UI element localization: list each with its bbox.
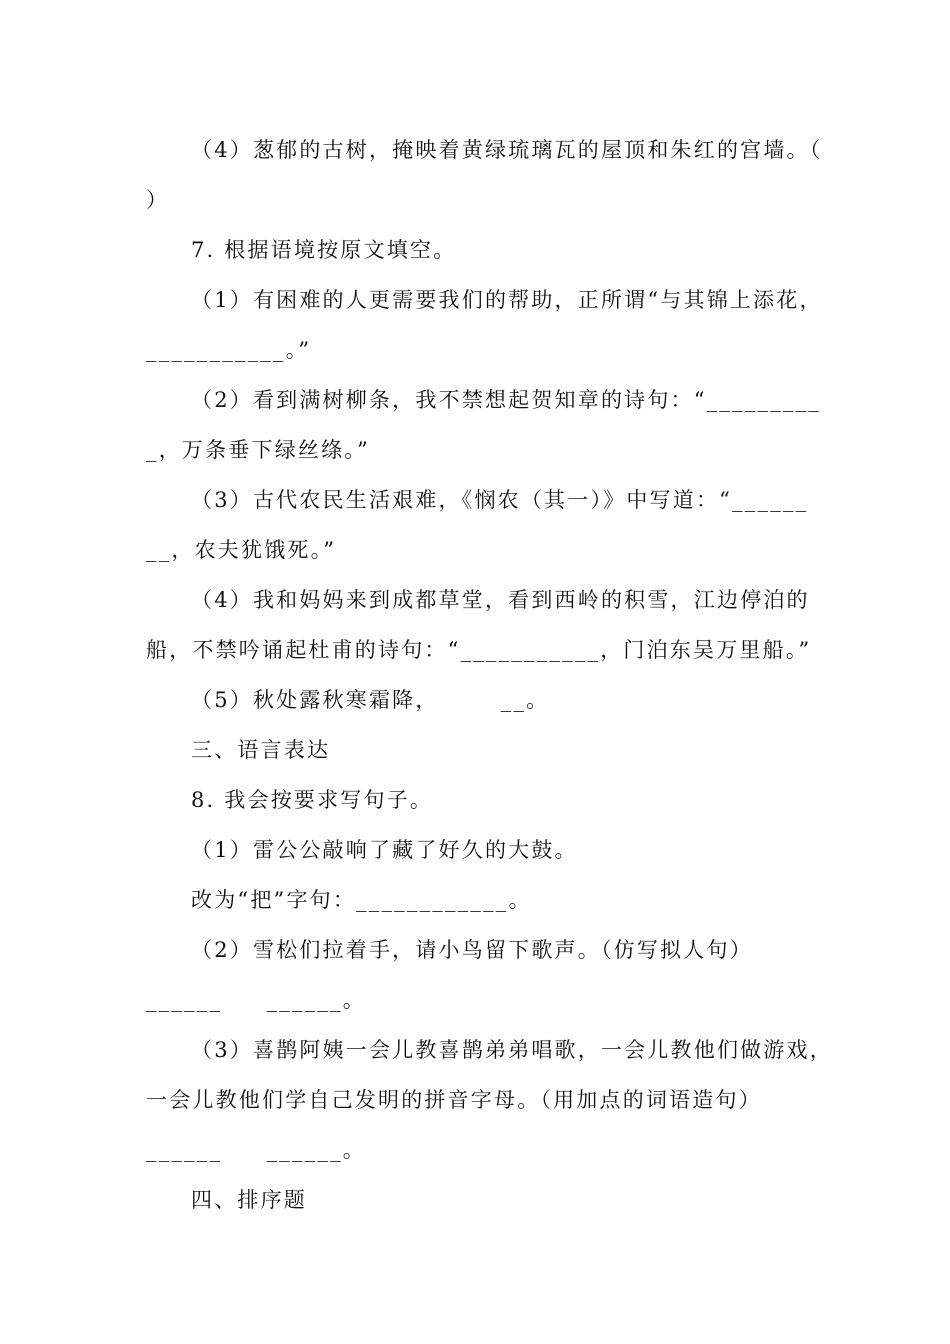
q8-item3-answer: ______ ______。 [146, 1138, 366, 1162]
q8-heading: 8. 我会按要求写句子。 [191, 788, 434, 812]
section-4-heading: 四、排序题 [191, 1188, 307, 1212]
section-3-heading: 三、语言表达 [191, 738, 331, 762]
q7-item4-line1: （4）我和妈妈来到成都草堂，看到西岭的积雪，江边停泊的 [191, 588, 810, 612]
q7-item2-line1: （2）看到满树柳条，我不禁想起贺知章的诗句：“_________ [191, 388, 821, 412]
q7-item4-line2: 船，不禁吟诵起杜甫的诗句：“___________，门泊东吴万里船。” [146, 638, 812, 662]
q8-item2: （2）雪松们拉着手，请小鸟留下歌声。（仿写拟人句） [191, 938, 753, 962]
q7-item1-line1: （1）有困难的人更需要我们的帮助，正所谓“与其锦上添花， [191, 288, 823, 312]
q7-item3-line2: __，农夫犹饿死。” [146, 538, 337, 562]
q8-item3-line2: 一会儿教他们学自己发明的拼音字母。（用加点的词语造句） [146, 1088, 762, 1112]
q8-item3-line1: （3）喜鹊阿姨一会儿教喜鹊弟弟唱歌，一会儿教他们做游戏， [191, 1038, 833, 1062]
q6-item4-line2: ） [146, 188, 170, 212]
q7-item3-line1: （3）古代农民生活艰难，《悯农（其一）》中写道：“______ [191, 488, 809, 512]
q7-heading: 7. 根据语境按原文填空。 [191, 238, 457, 262]
q8-item1-answer: 改为“把”字句：____________。 [191, 888, 532, 912]
q7-item2-line2: _，万条垂下绿丝绦。” [146, 438, 370, 462]
q8-item1: （1）雷公公敲响了藏了好久的大鼓。 [191, 838, 578, 862]
q6-item4-line1: （4）葱郁的古树，掩映着黄绿琉璃瓦的屋顶和朱红的宫墙。（ [191, 138, 823, 162]
q8-item2-answer: ______ ______。 [146, 988, 366, 1012]
q7-item1-line2: ___________。” [146, 338, 312, 362]
q7-item5: （5）秋处露秋寒霜降， __。 [191, 688, 550, 712]
